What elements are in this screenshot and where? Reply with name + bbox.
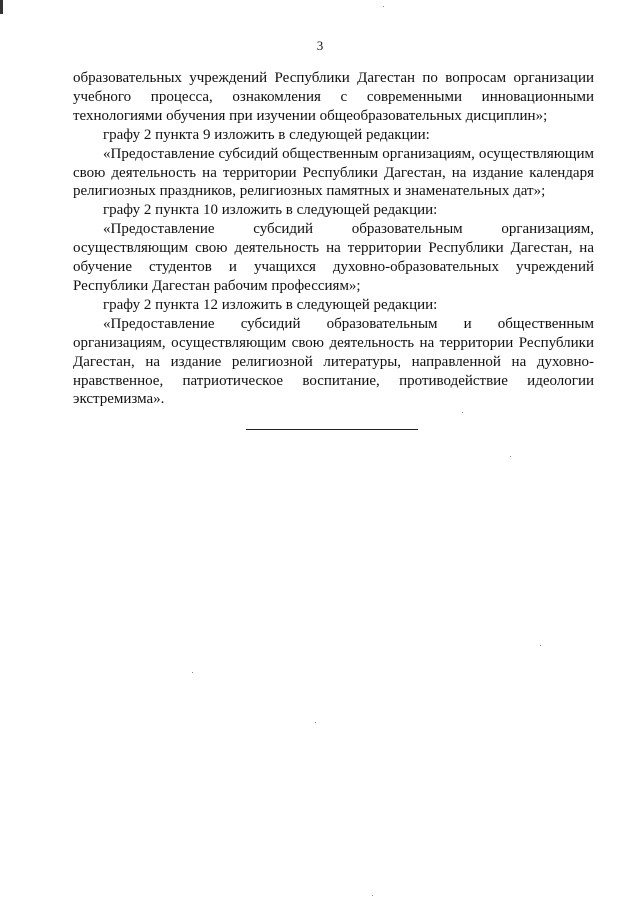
paragraph-continuation: образовательных учреждений Республики Дагестан по вопросам организации учебного процесса, ознакомления с современными инновационными технологиями обучения при изучении общеобразовательных дисциплин»; [73,70,594,124]
scan-corner-mark [0,0,3,14]
paragraph-amend-item-12: графу 2 пункта 12 изложить в следующей редакции: [103,296,438,313]
end-of-text-rule [246,429,418,430]
scan-speck [383,6,384,7]
scan-speck [315,722,316,723]
paragraph-item-9-text: «Предоставление субсидий общественным организациям, осуществляющим свою деятельность на территории Республики Дагестан, на издание календаря религиозных праздников, религиозных памятных и знаменательных дат»; [73,145,594,200]
paragraph-item-12-text: «Предоставление субсидий образовательным и общественным организациям, осуществляющим свою деятельность на территории Республики Дагестан, на издание религиозной литературы, направленной на духовно-нравственное, патриотическое воспитание, противодействие идеологии экстремизма». [73,315,594,408]
scan-speck [510,456,511,457]
scan-speck [372,895,373,896]
scan-speck [192,672,193,673]
scan-speck [540,645,541,646]
paragraph-amend-item-9: графу 2 пункта 9 изложить в следующей редакции: [103,126,430,143]
page-number: 3 [316,38,324,53]
document-body [73,69,594,409]
paragraph-amend-item-10: графу 2 пункта 10 изложить в следующей редакции: [103,202,438,219]
paragraph-item-10-text: «Предоставление субсидий образовательным организациям, осуществляющим свою деятельность на территории Республики Дагестан, на обучение студентов и учащихся духовно-образовательных учреждений Республики Дагестан рабочим профессиям»; [73,221,594,294]
scan-speck [462,412,463,413]
